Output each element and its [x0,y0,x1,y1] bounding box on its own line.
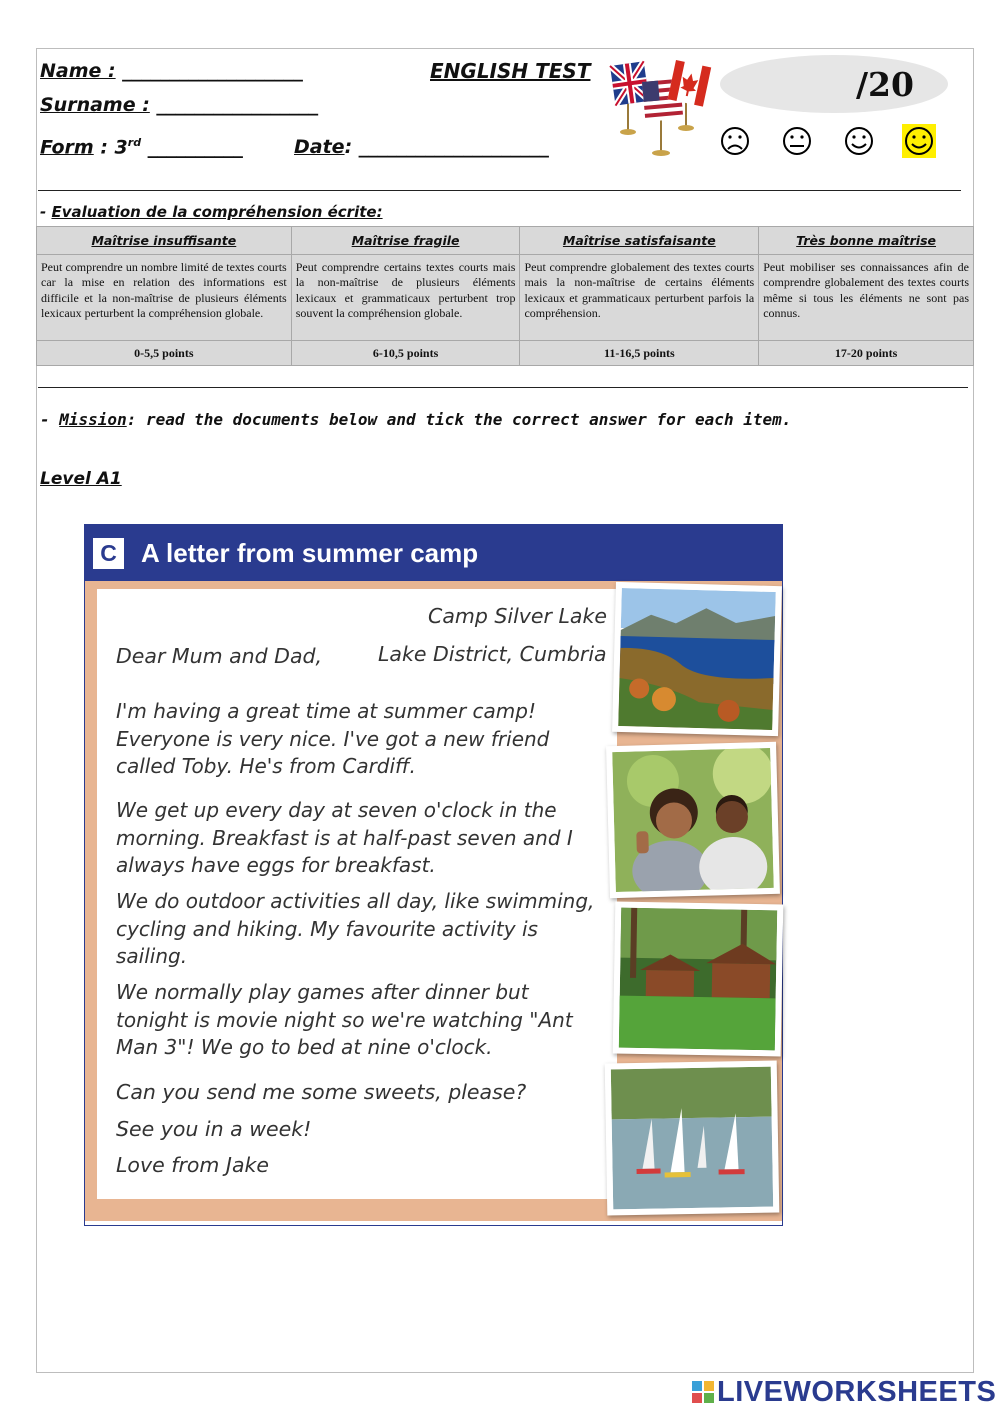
mission-prefix: - [40,410,60,429]
mission-instruction [40,410,791,429]
letter-paragraph: We do outdoor activities all day, like swimming, cycling and hiking. My favourite activity is sailing. [116,889,595,968]
watermark-text: LIVEWORKSHEETS [717,1376,997,1408]
letter-paragraph: We normally play games after dinner but tonight is movie night so we're watching "Ant Man 3"! We go to bed at nine o'clock. [116,980,573,1059]
letter-paragraph: I'm having a great time at summer camp! Everyone is very nice. I've got a new friend called Toby. He's from Cardiff. [116,699,550,778]
name-blank[interactable]: ___________________ [122,60,303,82]
lake-photo [612,582,782,736]
date-colon: : [344,136,353,158]
column-points: 17-20 points [759,341,974,366]
card-header [85,525,782,581]
liveworksheets-logo-icon [692,1381,714,1403]
column-title: Maîtrise fragile [291,227,520,255]
address-line-1: Camp Silver Lake [428,604,607,628]
form-label: Form [40,136,94,159]
form-field [40,136,243,158]
table-row [37,341,974,366]
column-points: 6-10,5 points [291,341,520,366]
cabins-photo [613,902,784,1057]
sailing-photo [605,1061,780,1216]
form-value: : 3 [93,136,128,159]
mission-label: Mission [59,410,127,429]
column-title: Maîtrise satisfaisante [520,227,759,255]
header-divider [38,190,961,191]
letter-greeting: Dear Mum and Dad, [116,644,323,668]
surname-label: Surname : [40,94,150,116]
form-sup: rd [127,136,142,149]
column-title: Maîtrise insuffisante [37,227,292,255]
letter-request: Can you send me some sweets, please? [116,1080,527,1104]
card-badge: C [93,538,124,569]
sad-face-icon[interactable] [718,124,752,158]
evaluation-heading-prefix: - [40,203,52,221]
date-field [294,136,549,158]
letter-paragraph: We get up every day at seven o'clock in the morning. Breakfast is at half-past seven and I always have eggs for breakfast. [116,798,573,877]
friends-photo [606,742,780,898]
surname-blank[interactable]: _________________ [156,94,318,116]
column-points: 0-5,5 points [37,341,292,366]
mission-text: : read the documents below and tick the correct answer for each item. [126,410,792,429]
level-label: Level A1 [40,469,122,489]
form-blank[interactable]: __________ [147,136,243,159]
address-line-2: Lake District, Cumbria [378,642,607,666]
name-field [40,60,303,82]
column-description: Peut comprendre certains textes courts mais la non-maîtrise de plusieurs éléments lexicaux et grammaticaux perturbent trop souvent la compréhension globale. [291,255,520,341]
smile-face-icon[interactable] [842,124,876,158]
date-label: Date [294,136,345,158]
column-description: Peut comprendre globalement des textes courts mais la non-maîtrise de certains éléments lexicaux et grammaticaux perturbent parfois la compréhension. [520,255,759,341]
neutral-face-icon[interactable] [780,124,814,158]
table-divider [38,387,968,388]
date-blank[interactable]: ____________________ [358,136,549,158]
letter-see-you: See you in a week! [116,1117,312,1141]
score: /20 [856,65,914,104]
table-header-row [37,227,974,255]
column-description: Peut mobiliser ses connaissances afin de comprendre globalement des textes courts même si tous les éléments ne sont pas connus. [759,255,974,341]
evaluation-heading [40,203,383,221]
evaluation-heading-text: Evaluation de la compréhension écrite: [51,203,383,221]
flags-icon [606,52,726,162]
name-label: Name : [40,60,116,82]
happy-face-icon[interactable] [902,124,936,158]
card-title: A letter from summer camp [141,538,479,568]
column-title: Très bonne maîtrise [759,227,974,255]
column-description: Peut comprendre un nombre limité de textes courts car la mise en relation des informations est difficile et la non-maîtrise de plusieurs éléments lexicaux perturbent la compréhension globale. [37,255,292,341]
liveworksheets-watermark [692,1376,996,1409]
surname-field [40,94,318,116]
table-row [37,255,974,341]
letter-signoff: Love from Jake [116,1153,269,1177]
test-title: ENGLISH TEST [430,59,591,83]
evaluation-table [36,226,974,366]
column-points: 11-16,5 points [520,341,759,366]
